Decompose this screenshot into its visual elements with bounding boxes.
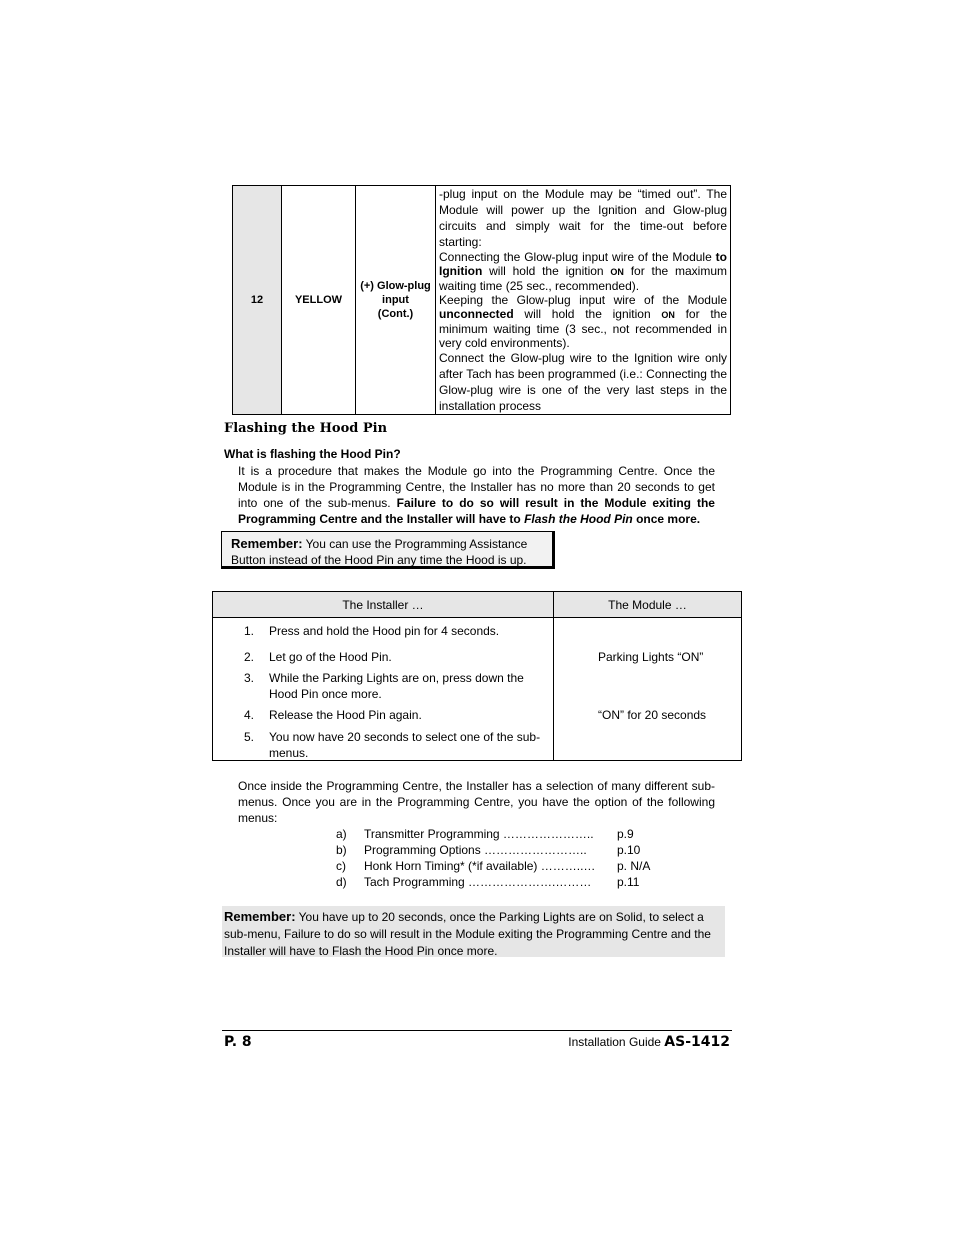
intro-paragraph: It is a procedure that makes the Module go into the Programming Centre. Once the Module is in the Programming Centre, the Installer has no more than 20 seconds to get into one of the sub-menus. Failure to do so will result in the Module exiting the Programming Centre and the Installer will have to Flash the Hood Pin once more. <box>238 464 715 526</box>
step-number: 1. <box>243 624 254 638</box>
desc-paragraph: -plug input on the Module may be “timed out”. The Module will power up the Ignition and Glow-plug circuits and simply wait for the time-out before starting: <box>439 187 727 249</box>
column-divider <box>553 617 554 760</box>
wire-number: 12 <box>233 186 282 415</box>
step-number: 2. <box>243 650 254 664</box>
menu-page: p.11 <box>617 875 640 889</box>
procedure-header <box>213 592 741 618</box>
step-text: While the Parking Lights are on, press down the Hood Pin once more. <box>269 671 524 701</box>
menu-label: Transmitter Programming ………………….. <box>364 827 594 841</box>
footer-rule <box>222 1030 732 1031</box>
header-installer: The Installer … <box>213 592 554 617</box>
remember-text: You have up to 20 seconds, once the Parking Lights are on Solid, to select a sub-menu, Failure to do so will result in the Module exiting the Programming Centre and the Installer will have to Flash the Hood Pin once more. <box>224 910 711 958</box>
wire-function-line: input <box>382 294 409 306</box>
remember-box <box>221 531 555 569</box>
menu-page: p. N/A <box>617 859 651 873</box>
desc-paragraph: Keeping the Glow-plug input wire of the Module unconnected will hold the ignition ON for the minimum waiting time (3 sec., not recommended in very cold environments). <box>439 293 727 350</box>
footer-guide: Installation Guide <box>568 1035 665 1049</box>
step-module: Parking Lights “ON” <box>598 650 704 664</box>
wire-function-line: (Cont.) <box>377 308 414 320</box>
menu-letter: a) <box>336 827 347 841</box>
remember-text: You can use the Programming Assistance Button instead of the Hood Pin any time the Hood is up. <box>231 537 528 567</box>
step-number: 3. <box>243 671 254 685</box>
remember-label: Remember: <box>231 536 303 551</box>
step-text: Let go of the Hood Pin. <box>269 650 392 664</box>
step-text: Release the Hood Pin again. <box>269 708 422 722</box>
section-heading: Flashing the Hood Pin <box>224 421 388 436</box>
procedure-table <box>212 591 742 761</box>
menu-page: p.9 <box>617 827 634 841</box>
menu-label: Tach Programming ………………….……… <box>364 875 592 889</box>
remember-note <box>222 906 725 957</box>
menu-label: Programming Options …………………….. <box>364 843 587 857</box>
wire-table <box>232 185 731 415</box>
footer-model: AS-1412 <box>664 1034 730 1050</box>
list-item <box>336 826 656 842</box>
desc-paragraph: Connecting the Glow-plug input wire of the Module to Ignition will hold the ignition ON for the maximum waiting time (25 sec., recommended). <box>439 250 727 293</box>
table-row <box>233 186 731 415</box>
wire-description <box>436 186 731 415</box>
footer-title <box>568 1034 730 1050</box>
menu-list <box>336 826 656 890</box>
desc-paragraph: Connect the Glow-plug wire to the Ignition wire only after Tach has been programmed (i.e.: Connecting the Glow-plug wire is one of the very last steps in the installation process <box>439 351 727 413</box>
step-text: Press and hold the Hood pin for 4 seconds. <box>269 624 500 638</box>
wire-function <box>356 186 436 415</box>
remember-label: Remember: <box>224 909 296 924</box>
wire-color: YELLOW <box>282 186 356 415</box>
step-text: You now have 20 seconds to select one of the sub-menus. <box>269 730 541 760</box>
outro-paragraph: Once inside the Programming Centre, the Installer has a selection of many different sub-menus. Once you are in the Programming Centre, you have the option of the following menus: <box>238 779 715 825</box>
step-number: 5. <box>243 730 254 744</box>
step-number: 4. <box>243 708 254 722</box>
wire-function-line: (+) Glow-plug <box>360 280 431 292</box>
list-item <box>336 842 656 858</box>
list-item <box>336 874 656 890</box>
step-module: “ON” for 20 seconds <box>598 708 707 722</box>
list-item <box>336 858 656 874</box>
menu-page: p.10 <box>617 843 641 857</box>
menu-letter: b) <box>336 843 347 857</box>
menu-label: Honk Horn Timing* (*if available) ………..… <box>364 859 596 873</box>
page-number: P. 8 <box>224 1034 252 1050</box>
header-module: The Module … <box>554 592 741 617</box>
menu-letter: c) <box>336 859 346 873</box>
subheading-question: What is flashing the Hood Pin? <box>224 447 401 461</box>
menu-letter: d) <box>336 875 347 889</box>
